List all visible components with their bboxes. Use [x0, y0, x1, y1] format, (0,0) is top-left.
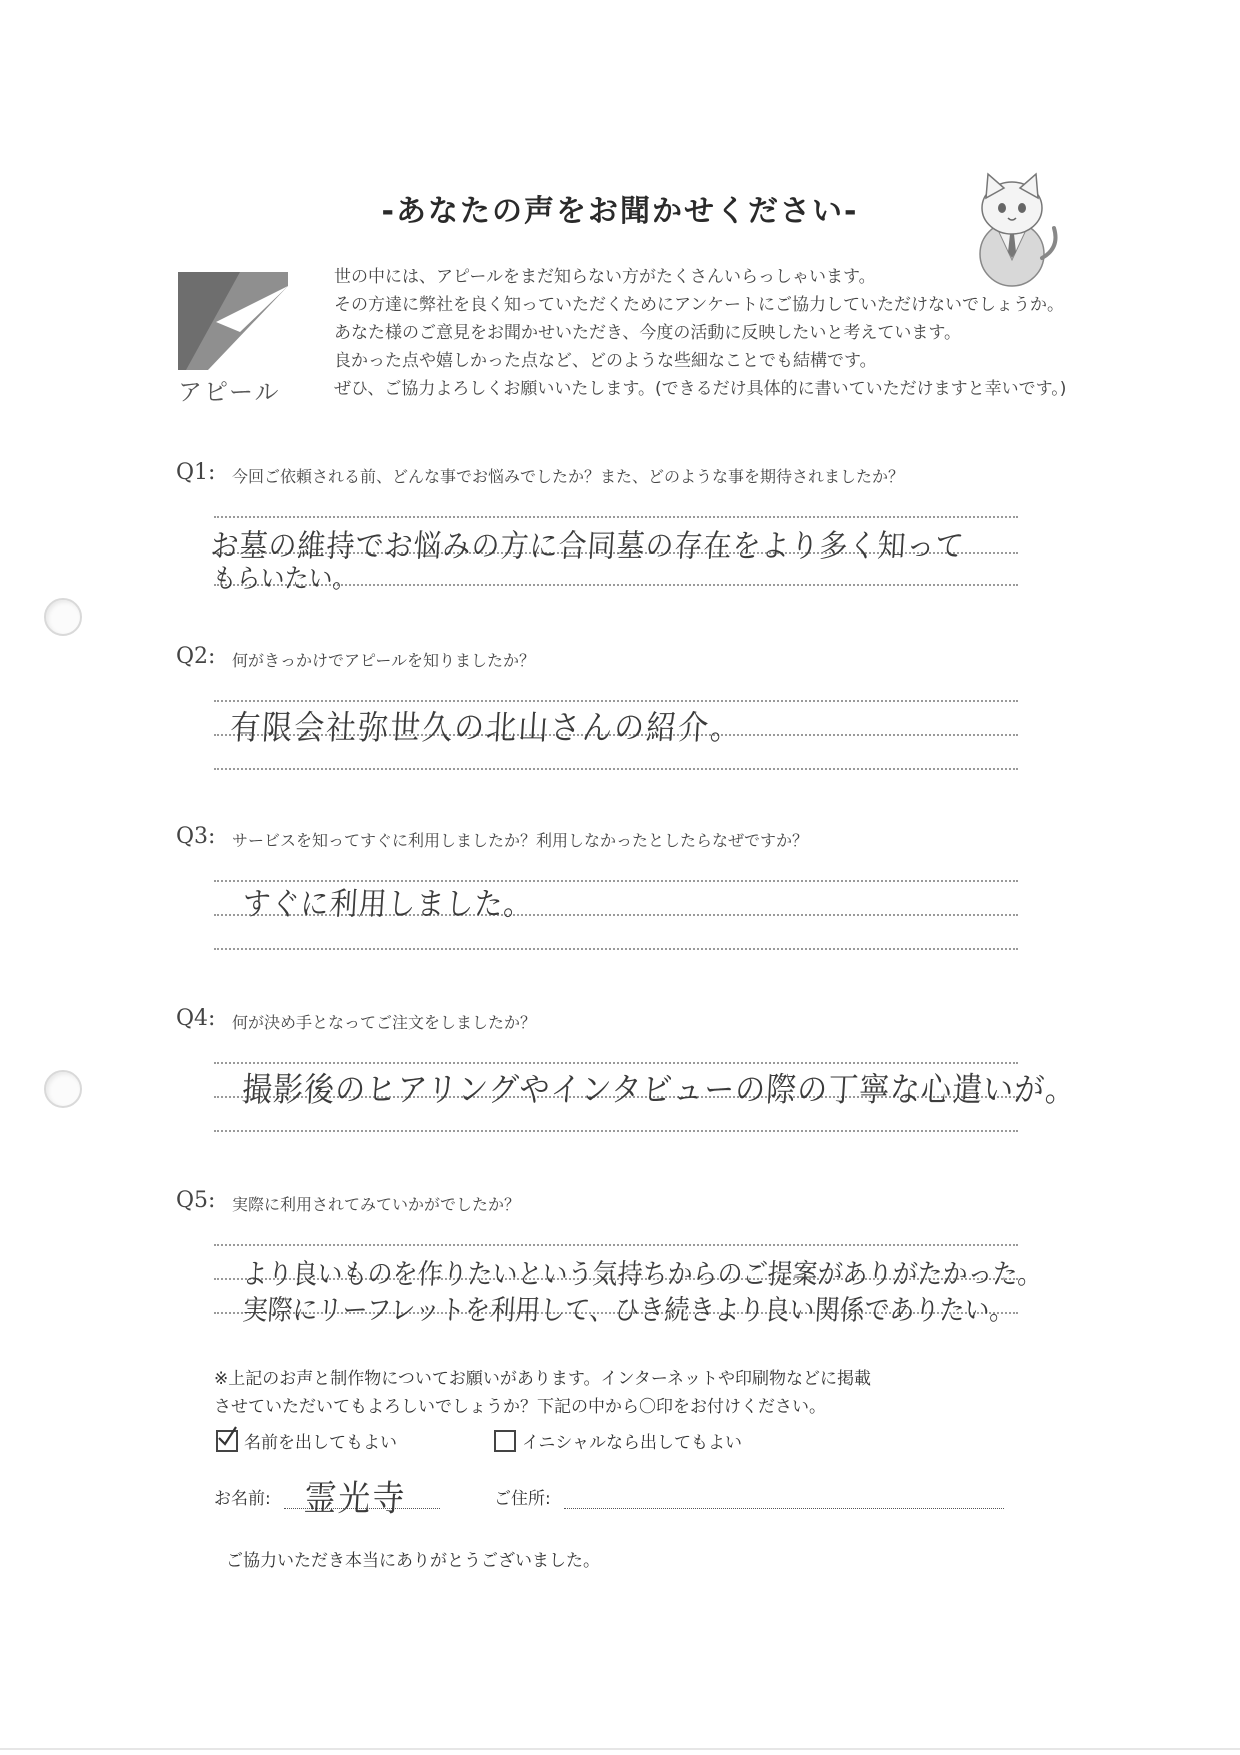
answer-line [214, 948, 1018, 950]
appeal-logo-icon [178, 272, 288, 374]
consent-note: ※上記のお声と制作物についてお願いがあります。インターネットや印刷物などに掲載 [214, 1369, 872, 1389]
option-label: 名前を出してもよい [244, 1433, 397, 1453]
question-1-text: 今回ご依頼される前、どんな事でお悩みでしたか？また、どのような事を期待されましたか？ [232, 467, 905, 486]
page-edge [0, 1748, 1240, 1750]
handwritten-answer: 有限会社弥世久の北山さんの紹介。 [228, 708, 744, 749]
question-2-label: Q2: [176, 644, 216, 669]
address-underline [564, 1508, 1004, 1509]
question-5-label: Q5: [176, 1188, 216, 1213]
intro-line: あなた様のご意見をお聞かせいただき、今度の活動に反映したいと考えています。 [334, 323, 961, 343]
question-1-label: Q1: [176, 460, 216, 485]
cat-mascot-illustration [964, 168, 1060, 292]
handwritten-answer: もらいたい。 [211, 562, 358, 595]
checkbox-initial-ok[interactable] [494, 1430, 516, 1452]
question-3-text: サービスを知ってすぐに利用しましたか？利用しなかったとしたらなぜですか？ [232, 831, 809, 850]
question-4-text: 何が決め手となってご注文をしましたか？ [232, 1013, 537, 1032]
intro-line: その方達に弊社を良く知っていただくためにアンケートにご協力していただけないでしょうか。 [334, 295, 1064, 315]
answer-line [214, 768, 1018, 770]
page-title: -あなたの声をお聞かせください- [381, 194, 859, 229]
handwritten-answer: すぐに利用しました。 [241, 885, 534, 923]
question-5-text: 実際に利用されてみていかがでしたか？ [232, 1195, 521, 1214]
option-label: イニシャルなら出してもよい [522, 1433, 742, 1453]
answer-line [214, 1130, 1018, 1132]
handwritten-answer: 撮影後のヒアリングやインタビューの際の丁寧な心遣いが。 [240, 1070, 1078, 1111]
intro-line: 世の中には、アピールをまだ知らない方がたくさんいらっしゃいます。 [334, 267, 876, 287]
question-2-text: 何がきっかけでアピールを知りましたか？ [232, 651, 536, 670]
answer-line [214, 516, 1018, 518]
option-initial-ok[interactable] [494, 1428, 742, 1453]
question-4-label: Q4: [176, 1006, 216, 1031]
logo-text: アピール [178, 378, 281, 406]
handwritten-answer: お墓の維持でお悩みの方に合同墓の存在をより多く知って [209, 527, 966, 565]
address-label: ご住所: [494, 1489, 551, 1509]
checkbox-name-ok[interactable] [216, 1430, 238, 1452]
answer-line [214, 1244, 1018, 1246]
option-name-ok[interactable] [216, 1428, 397, 1453]
handwritten-answer: 実際にリーフレットを利用して、ひき続きより良い関係でありたい。 [241, 1293, 1016, 1327]
handwritten-name: 霊光寺 [302, 1476, 408, 1520]
consent-note: させていただいてもよろしいでしょうか？下記の中から〇印をお付けください。 [214, 1397, 826, 1417]
question-3-label: Q3: [176, 824, 216, 849]
intro-line: 良かった点や嬉しかった点など、どのような些細なことでも結構です。 [334, 351, 877, 371]
name-label: お名前: [214, 1489, 271, 1509]
binder-hole [44, 1070, 82, 1108]
thanks-message: ご協力いただき本当にありがとうございました。 [226, 1551, 600, 1571]
binder-hole [44, 598, 82, 636]
intro-line: ぜひ、ご協力よろしくお願いいたします。(できるだけ具体的に書いていただけますと幸いです。) [334, 379, 1067, 399]
handwritten-answer: より良いものを作りたいという気持ちからのご提案がありがたかった。 [241, 1257, 1044, 1291]
